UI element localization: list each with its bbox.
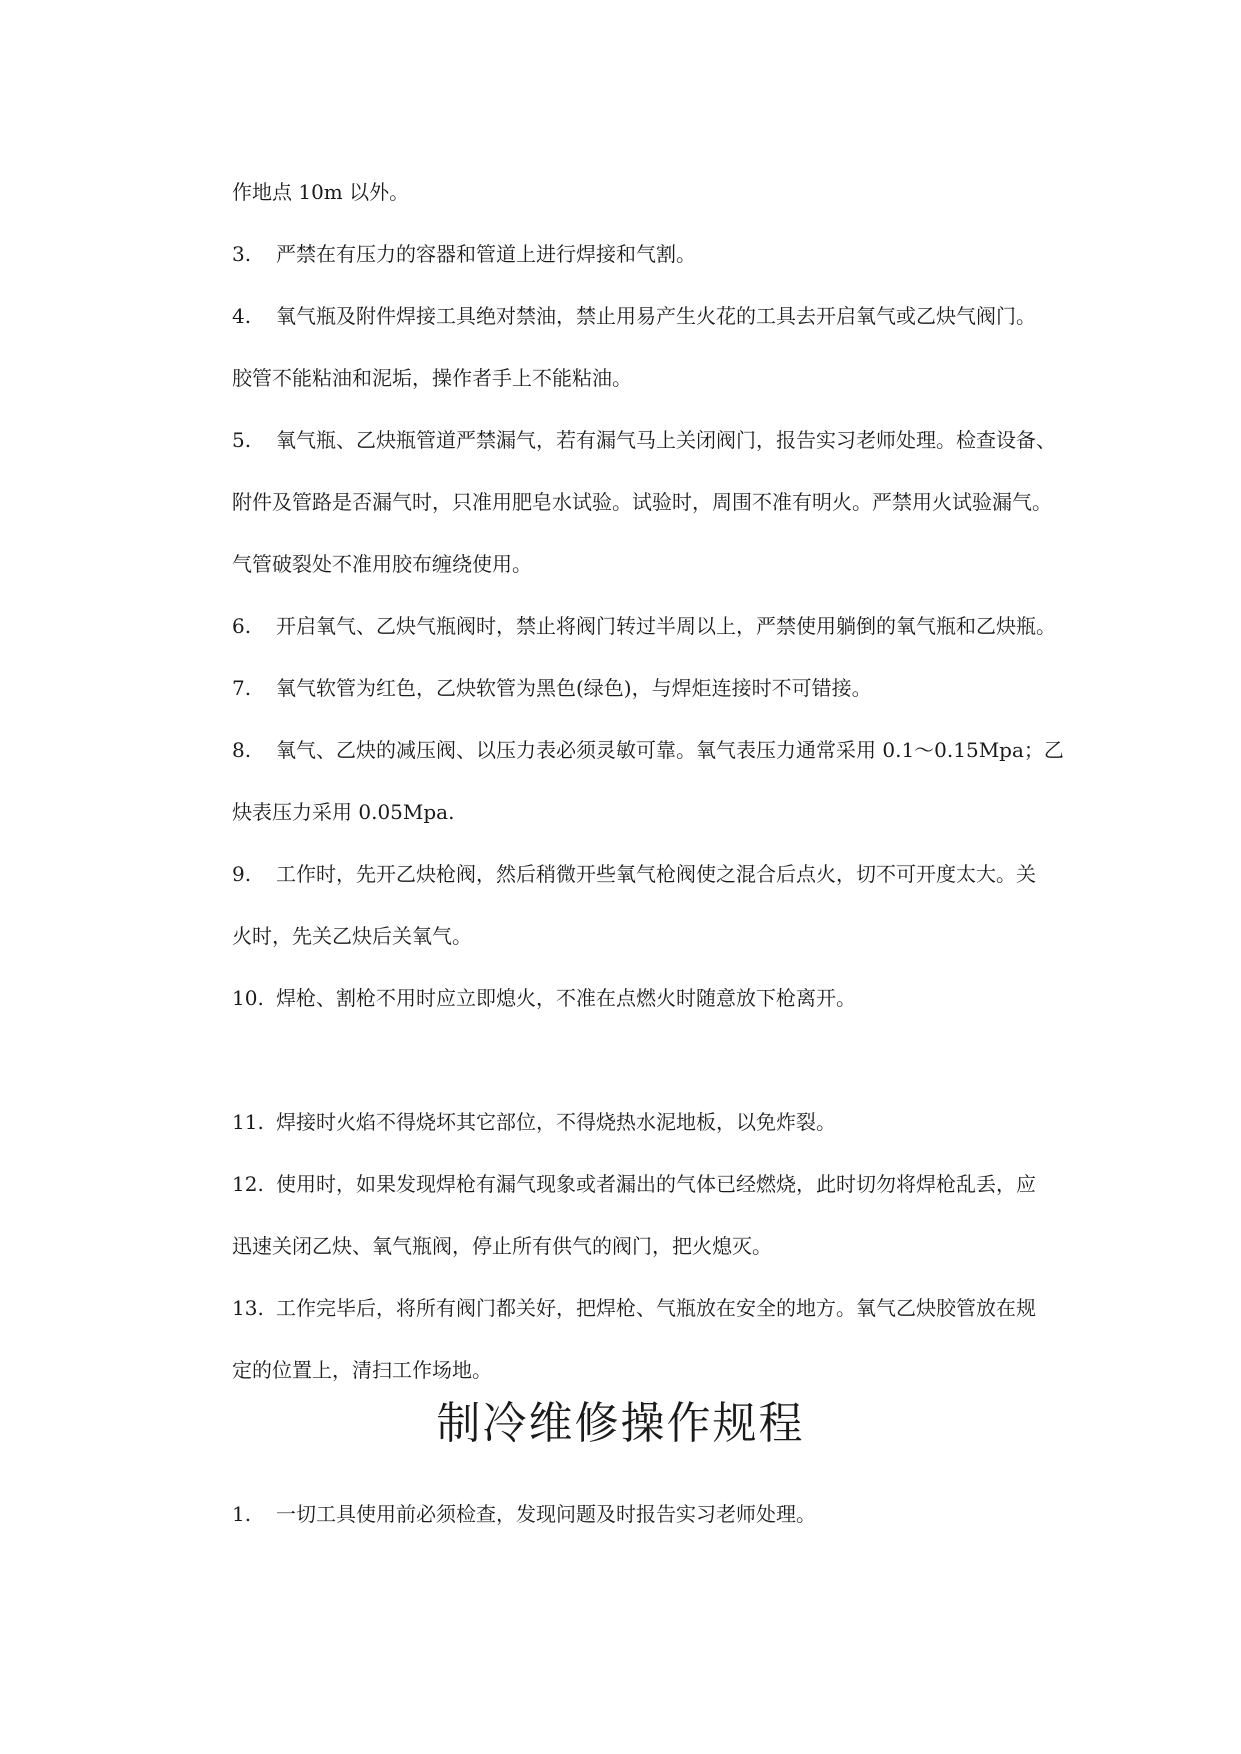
text-line (232, 488, 1112, 516)
line-text: 氧气、乙炔的减压阀、以压力表必须灵敏可靠。氧气表压力通常采用 0.1～0.15Mpa；乙 (276, 738, 1064, 762)
text-line (232, 550, 1112, 578)
list-number: 8. (232, 738, 252, 762)
list-item (232, 240, 1112, 268)
line-text: 定的位置上，清扫工作场地。 (232, 1358, 492, 1382)
list-item (232, 302, 1112, 330)
list-item (232, 736, 1112, 764)
text-line (232, 1356, 1112, 1384)
list-number: 6. (232, 614, 252, 638)
list-item (232, 860, 1112, 888)
list-item (232, 1108, 1112, 1136)
line-text: 火时，先关乙炔后关氧气。 (232, 924, 472, 948)
list-item (232, 674, 1112, 702)
section-heading: 制冷维修操作规程 (436, 1398, 805, 1449)
list-number: 3. (232, 242, 252, 266)
list-number: 4. (232, 304, 252, 328)
list-item (232, 984, 1112, 1012)
text-line (232, 1232, 1112, 1260)
list-number: 5. (232, 428, 252, 452)
list-item (232, 1294, 1112, 1322)
line-text: 一切工具使用前必须检查，发现问题及时报告实习老师处理。 (276, 1502, 816, 1526)
line-text: 工作时，先开乙炔枪阀，然后稍微开些氧气枪阀使之混合后点火，切不可开度太大。关 (276, 862, 1036, 886)
list-number: 11. (232, 1110, 264, 1134)
text-line (232, 178, 1112, 206)
list-item (232, 1500, 1112, 1528)
list-item (232, 612, 1112, 640)
line-text: 氧气软管为红色，乙炔软管为黑色(绿色)，与焊炬连接时不可错接。 (276, 676, 872, 700)
list-number: 1. (232, 1502, 252, 1526)
list-number: 12. (232, 1172, 264, 1196)
text-line (232, 922, 1112, 950)
list-item (232, 1170, 1112, 1198)
line-text: 焊枪、割枪不用时应立即熄火，不准在点燃火时随意放下枪离开。 (276, 986, 856, 1010)
line-text: 开启氧气、乙炔气瓶阀时，禁止将阀门转过半周以上，严禁使用躺倒的氧气瓶和乙炔瓶。 (276, 614, 1056, 638)
list-item (232, 426, 1112, 454)
list-number: 9. (232, 862, 252, 886)
list-number: 10. (232, 986, 264, 1010)
line-text: 迅速关闭乙炔、氧气瓶阀，停止所有供气的阀门，把火熄灭。 (232, 1234, 772, 1258)
list-number: 7. (232, 676, 252, 700)
line-text: 附件及管路是否漏气时，只准用肥皂水试验。试验时，周围不准有明火。严禁用火试验漏气。 (232, 490, 1052, 514)
line-text: 氧气瓶、乙炔瓶管道严禁漏气，若有漏气马上关闭阀门，报告实习老师处理。检查设备、 (276, 428, 1056, 452)
line-text: 气管破裂处不准用胶布缠绕使用。 (232, 552, 532, 576)
line-text: 氧气瓶及附件焊接工具绝对禁油，禁止用易产生火花的工具去开启氧气或乙炔气阀门。 (276, 304, 1036, 328)
line-text: 使用时，如果发现焊枪有漏气现象或者漏出的气体已经燃烧，此时切勿将焊枪乱丢，应 (276, 1172, 1036, 1196)
list-number: 13. (232, 1296, 264, 1320)
line-text: 作地点 10m 以外。 (232, 180, 410, 204)
line-text: 炔表压力采用 0.05Mpa. (232, 800, 455, 824)
line-text: 工作完毕后，将所有阀门都关好，把焊枪、气瓶放在安全的地方。氧气乙炔胶管放在规 (276, 1296, 1036, 1320)
text-line (232, 798, 1112, 826)
text-line (232, 364, 1112, 392)
line-text: 焊接时火焰不得烧坏其它部位，不得烧热水泥地板，以免炸裂。 (276, 1110, 836, 1134)
line-text: 严禁在有压力的容器和管道上进行焊接和气割。 (276, 242, 696, 266)
line-text: 胶管不能粘油和泥垢，操作者手上不能粘油。 (232, 366, 632, 390)
